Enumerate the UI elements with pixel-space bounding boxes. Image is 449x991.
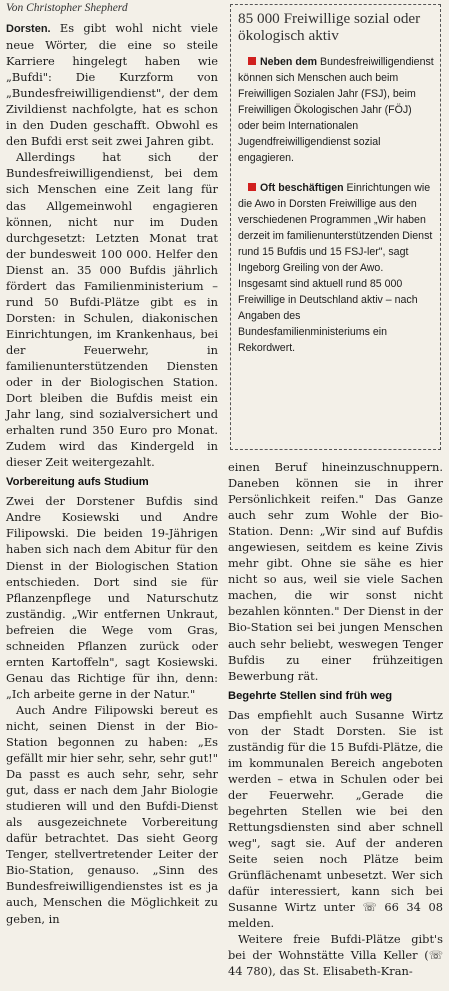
article-paragraph-1 [6, 20, 218, 149]
info-box-paragraph-2 [238, 180, 434, 356]
subheading-vorbereitung: Vorbereitung aufs Studium [6, 476, 149, 489]
article-paragraph-5: einen Beruf hineinzuschnuppern. Daneben können sie in ihrer Persönlichkeit reifen." Das Ganze auch sehr zum Wohle der Bio-Station. Denn: „Wir sind auf Bufdis angewiesen, seitdem es keine Zivis mehr gibt. Ohne sie sähe es hier nicht so aus, weil sie viele Sachen machen, die wir sonst nicht bezahlen könnten." Der Dienst in der Bio-Station sei bei jungen Menschen auch sehr beliebt, weswegen Tenger Bufdis zu einer frühzeitigen Bewerbung rät. [228, 460, 443, 683]
article-paragraph-7: Weitere freie Bufdi-Plätze gibt's bei der Wohnstätte Villa Keller (☏ 44 780), das St. Elisabeth-Kran- [228, 932, 443, 979]
info-box [230, 4, 441, 450]
article-right-column [228, 459, 443, 979]
article-paragraph-4: Auch Andre Filipowski bereut es nicht, seinen Dienst in der Bio-Station begonnen zu haben: „Es gefällt mir hier sehr, sehr, sehr gut!" Da passt es auch sehr, sehr, sehr gut, dass er nach dem Jahr Biologie studieren will und den Bufdi-Dienst als ausgezeichnete Vorbereitung dafür betrachtet. Das sieht Georg Tenger, stellvertretender Leiter der Bio-Station, genauso. „Sinn des Bundesfreiwilligendienstes ist es ja auch, Menschen die Möglichkeit zu geben, in [6, 702, 218, 926]
article-paragraph-6: Das empfiehlt auch Susanne Wirtz von der Stadt Dorsten. Sie ist zuständig für die 15 Bufdi-Plätze, die im kommunalen Bereich angeboten werden – etwa in Schulen oder bei der Feuerwehr. „Gerade die begehrten Stellen wie bei den Rettungsdiensten sind aber schnell weg", sagt sie. Auf der anderen Seite seien noch Plätze beim Grünflächenamt unbesetzt. Wer sich dafür interessiert, kann sich bei Susanne Wirtz unter ☏ 66 34 08 melden. [228, 707, 443, 931]
info-box-lead-2: Oft beschäftigen [260, 182, 344, 194]
info-box-text-2: Einrichtungen wie die Awo in Dorsten Freiwillige aus den verschiedenen Programmen „Wir haben derzeit im familienunterstützenden Dienst rund 15 Bufdis und 15 FSJ-ler", sagt Ingeborg Greiling von der Awo. Insgesamt sind aktuell rund 85 000 Freiwillige in Deutschland aktiv – nach Angaben des Bundesfamilienministeriums ein Rekordwert. [238, 182, 433, 354]
subheading-begehrte-stellen: Begehrte Stellen sind früh weg [228, 689, 393, 702]
article-paragraph-2: Allerdings hat sich der Bundesfreiwilligendienst, bei dem sich Menschen eine Zeit lang für das Allgemeinwohl engagieren können, nicht nur im Duden durchgesetzt: Letzten Monat trat der bundesweit 100 000. Helfer den Dienst an. 35 000 Bufdis jährlich fördert das Familienministerium – rund 50 Bufdi-Plätze gibt es in Dorsten: in Schulen, diakonischen Einrichtungen, im Krankenhaus, bei der Feuerwehr, in familienunterstützenden Diensten oder in der Biologischen Station. Dort bleiben die Bufdis meist ein Jahr lang, sind sozialversichert und erhalten rund 350 Euro pro Monat. Zudem wird das Kindergeld in dieser Zeit weitergezahlt. [6, 150, 218, 470]
red-square-bullet-icon [248, 183, 256, 191]
article-left-column [6, 20, 218, 927]
dateline: Dorsten. [6, 23, 51, 35]
paragraph-1-text: Es gibt wohl nicht viele neue Wörter, die eine so steile Karriere hingelegt haben wie „Bufdi": Die Kurzform von „Bundesfreiwilligendienst", der dem Zivildienst nachfolgte, hat es schon in den Duden geschafft. Obwohl es den Bufdi erst seit zwei Jahren gibt. [6, 21, 218, 149]
red-square-bullet-icon [248, 57, 256, 65]
info-box-lead-1: Neben dem [260, 56, 318, 68]
byline: Von Christopher Shepherd [6, 2, 128, 14]
info-box-paragraph-1 [238, 54, 434, 166]
article-paragraph-3: Zwei der Dorstener Bufdis sind Andre Kosiewski und Andre Filipowski. Die beiden 19-Jährigen haben sich nach dem Abitur für den Dienst in der Biologischen Station entschieden. Dort sind sie für Pflanzenpflege und Naturschutz zuständig. „Wir entfernen Unkraut, befreien die Wege vom Gras, schneiden Pflanzen zurück oder ernten Kartoffeln", sagt Kosiewski. Genau das Richtige für ihn, denn: „Ich arbeite gerne in der Natur." [6, 494, 218, 701]
info-box-text-1: Bundesfreiwilligendienst können sich Menschen auch beim Freiwilligen Sozialen Jahr (FSJ), beim Freiwilligen Ökologischen Jahr (FÖJ) oder beim Internationalen Jugendfreiwilligendienst sozial engagieren. [238, 56, 434, 164]
info-box-title: 85 000 Freiwillige sozial oder ökologisch aktiv [238, 10, 421, 44]
